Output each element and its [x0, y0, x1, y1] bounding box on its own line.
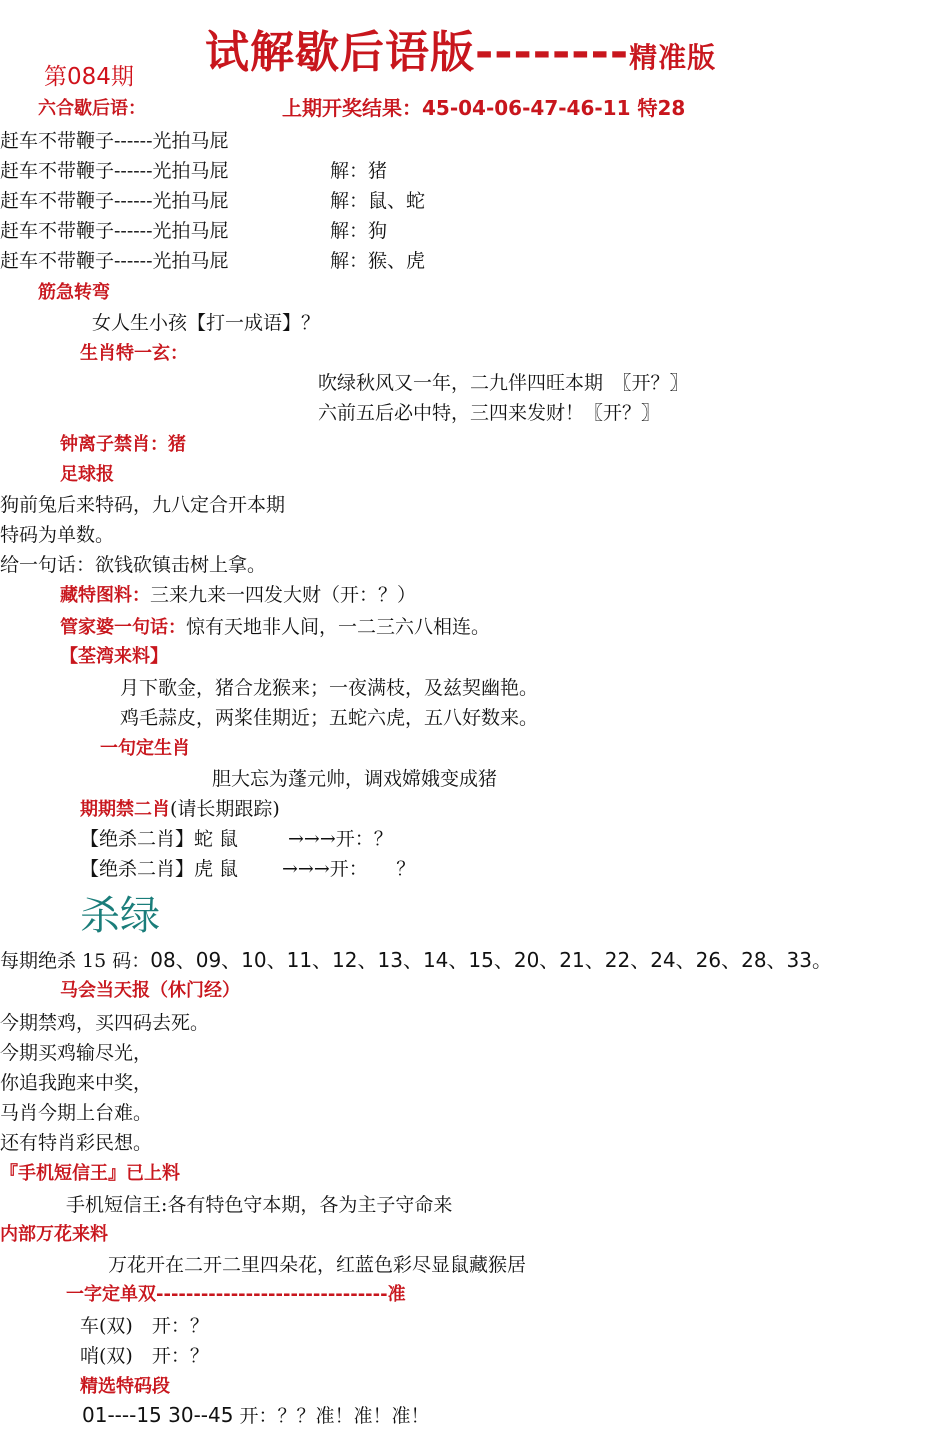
- shengxiao-line: 六前五后必中特，三四来发财！〖开？〗: [318, 402, 661, 424]
- liuhe-row: [0, 186, 425, 216]
- jin2-arrow: →→→开：？: [288, 828, 393, 850]
- liuhe-row: [0, 126, 425, 156]
- jin2-heading-row: [80, 794, 280, 821]
- title-subtitle: 精准版: [629, 41, 717, 74]
- zhongli-text: 钟离子禁肖：猪: [60, 434, 186, 455]
- title-dash: --------: [475, 27, 630, 78]
- guanjia-text: 惊有天地非人间，一二三六八相连。: [186, 616, 491, 638]
- jin2-line: [80, 854, 415, 881]
- liuhe-row: [0, 246, 425, 276]
- danshuang-line: 哨(双) 开：？: [80, 1345, 209, 1367]
- jinji-heading: 筋急转弯: [38, 282, 110, 303]
- sms-text: 手机短信王:各有特色守本期，各为主子守命来: [66, 1194, 453, 1216]
- jin2-label: 【绝杀二肖】蛇 鼠: [80, 828, 239, 850]
- wanhua-heading: 内部万花来料: [0, 1224, 108, 1245]
- liuhe-row: [0, 216, 425, 246]
- liuhe-answer: 解：狗: [330, 220, 388, 242]
- jin2-note: (请长期跟踪): [170, 798, 280, 820]
- mahui-line: 今期禁鸡，买四码去死。: [0, 1012, 210, 1034]
- liuhe-phrase: 赶车不带鞭子------光拍马屁: [0, 250, 229, 272]
- liuhe-phrase: 赶车不带鞭子------光拍马屁: [0, 130, 229, 152]
- quanwan-line: 月下歌金，猪合龙猴来；一夜满枝，及兹契幽艳。: [120, 677, 539, 699]
- issue-number: 第084期: [44, 64, 134, 90]
- seg-heading: 精选特码段: [80, 1376, 170, 1397]
- kill15-row: [0, 944, 832, 973]
- quanwan-line: 鸡毛蒜皮，两桨佳期近；五蛇六虎，五八好数来。: [120, 707, 539, 729]
- liuhe-phrase: 赶车不带鞭子------光拍马屁: [0, 190, 229, 212]
- quanwan-heading: 【荃湾来料】: [60, 646, 168, 667]
- liuhe-answer: 解：猪: [330, 160, 388, 182]
- kill-green-title: 杀绿: [80, 893, 160, 939]
- danshuang-heading-row: [66, 1280, 406, 1306]
- danshuang-tail: 准: [387, 1284, 406, 1305]
- shengxiao-line: 吹绿秋风又一年，二九伴四旺本期 〖开？〗: [318, 372, 689, 394]
- seg-row: [82, 1401, 430, 1428]
- yiju-text: 胆大忘为蓬元帅，调戏嫦娥变成猪: [212, 768, 498, 790]
- mahui-line: 你追我跑来中奖，: [0, 1072, 153, 1094]
- football-heading: 足球报: [60, 464, 114, 485]
- cangte-text: 三来九来一四发大财（开：？）: [150, 584, 417, 606]
- seg-numbers: 01----15 30--45: [82, 1403, 234, 1427]
- mahui-line: 还有特肖彩民想。: [0, 1132, 153, 1154]
- kill15-numbers: 08、09、10、11、12、13、14、15、20、21、22、24、26、28、33。: [150, 948, 833, 972]
- liuhe-phrase: 赶车不带鞭子------光拍马屁: [0, 220, 229, 242]
- sms-heading: 『手机短信王』已上料: [0, 1163, 180, 1184]
- liuhe-phrase: 赶车不带鞭子------光拍马屁: [0, 160, 229, 182]
- last-result: 上期开奖结果：45-04-06-47-46-11 特28: [282, 96, 686, 120]
- cangte-row: [60, 580, 416, 607]
- wanhua-text: 万花开在二开二里四朵花，红蓝色彩尽显鼠藏猴居: [108, 1254, 527, 1276]
- jin2-line: [80, 824, 393, 851]
- danshuang-dash: -------------------------------: [156, 1284, 388, 1305]
- kill15-label: 每期绝杀 15 码：: [0, 950, 151, 972]
- jinji-text: 女人生小孩【打一成语】？: [92, 312, 321, 334]
- liuhe-list: [0, 126, 425, 276]
- liuhe-answer: 解：鼠、蛇: [330, 190, 426, 212]
- liuhe-heading: 六合歇后语：: [38, 98, 146, 119]
- football-line: 特码为单数。: [0, 524, 115, 546]
- jin2-heading: 期期禁二肖: [80, 799, 170, 820]
- danshuang-heading: 一字定单双: [66, 1284, 156, 1305]
- jin2-label: 【绝杀二肖】虎 鼠: [80, 858, 239, 880]
- danshuang-line: 车(双) 开：？: [80, 1315, 209, 1337]
- football-line: 给一句话：欲钱砍镇击树上拿。: [0, 554, 267, 576]
- guanjia-row: [60, 612, 490, 639]
- page-title: [205, 16, 716, 80]
- guanjia-label: 管家婆一句话：: [60, 617, 186, 638]
- mahui-line: 马肖今期上台难。: [0, 1102, 153, 1124]
- mahui-line: 今期买鸡输尽光，: [0, 1042, 153, 1064]
- title-main: 试解歇后语版: [205, 27, 475, 78]
- mahui-heading: 马会当天报（休门经）: [60, 980, 240, 1001]
- yiju-heading: 一句定生肖: [100, 738, 190, 759]
- cangte-label: 藏特图料：: [60, 585, 150, 606]
- football-line: 狗前兔后来特码，九八定合开本期: [0, 494, 286, 516]
- seg-tail: 开：？？准！准！准！: [233, 1405, 430, 1427]
- shengxiao-heading: 生肖特一玄：: [80, 343, 188, 364]
- liuhe-answer: 解：猴、虎: [330, 250, 426, 272]
- jin2-arrow: →→→开： ？: [282, 858, 416, 880]
- liuhe-row: [0, 156, 425, 186]
